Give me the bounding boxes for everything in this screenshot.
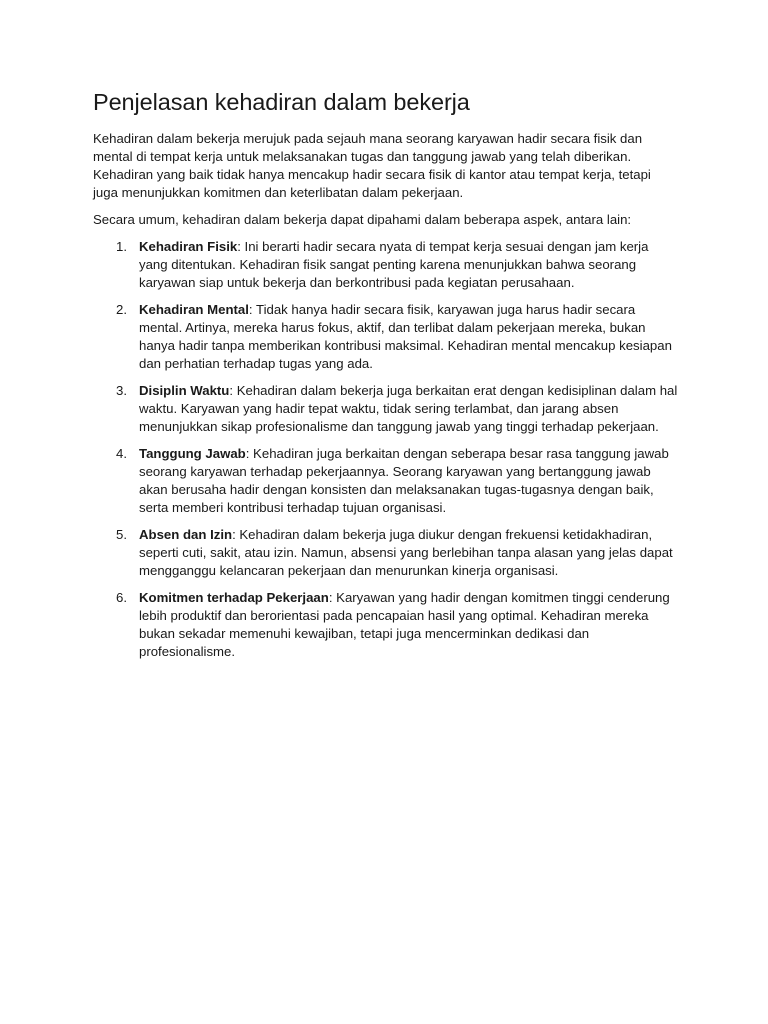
list-item-text: : Ini berarti hadir secara nyata di tempat kerja sesuai dengan jam kerja yang ditentukan. Kehadiran fisik sangat penting karena menunjukkan bahwa seorang karyawan siap untuk bekerja dan berkontribusi pada kegiatan perusahaan. [139, 239, 649, 290]
list-item-term: Absen dan Izin [139, 527, 233, 542]
list-item-text: : Kehadiran juga berkaitan dengan seberapa besar rasa tanggung jawab seorang karyawan terhadap pekerjaannya. Seorang karyawan yang bertanggung jawab akan berusaha hadir dengan konsisten dan melaksanakan tugas-tugasnya dengan baik, serta memberi kontribusi terhadap tujuan organisasi. [139, 446, 669, 515]
aspect-list [93, 238, 678, 661]
list-item-number: 2. [116, 302, 127, 317]
list-item-number: 6. [116, 590, 127, 605]
list-item-number: 5. [116, 527, 127, 542]
list-item-term: Komitmen terhadap Pekerjaan [139, 590, 329, 605]
list-item-term: Kehadiran Mental [139, 302, 249, 317]
list-item-text: : Kehadiran dalam bekerja juga diukur dengan frekuensi ketidakhadiran, seperti cuti, sakit, atau izin. Namun, absensi yang berlebihan tanpa alasan yang jelas dapat mengganggu kelancaran pekerjaan dan menurunkan kinerja organisasi. [139, 527, 673, 578]
list-item-number: 4. [116, 446, 127, 461]
lead-paragraph: Secara umum, kehadiran dalam bekerja dapat dipahami dalam beberapa aspek, antara lain: [93, 212, 632, 227]
document-page [93, 86, 678, 670]
list-item [93, 382, 678, 436]
list-item [93, 589, 678, 661]
list-item-text: : Tidak hanya hadir secara fisik, karyawan juga harus hadir secara mental. Artinya, mereka harus fokus, aktif, dan terlibat dalam pekerjaan mereka, bukan hanya hadir tanpa memberikan kontribusi maksimal. Kehadiran mental mencakup kesiapan dan perhatian terhadap tugas yang ada. [139, 302, 672, 371]
list-item-text: : Kehadiran dalam bekerja juga berkaitan erat dengan kedisiplinan dalam hal waktu. Karyawan yang hadir tepat waktu, tidak sering terlambat, dan jarang absen menunjukkan sikap profesionalisme dan tanggung jawab yang tinggi terhadap pekerjaan. [139, 383, 678, 434]
intro-paragraph: Kehadiran dalam bekerja merujuk pada sejauh mana seorang karyawan hadir secara fisik dan mental di tempat kerja untuk melaksanakan tugas dan tanggung jawab yang telah diberikan. Kehadiran yang baik tidak hanya mencakup hadir secara fisik di kantor atau tempat kerja, tetapi juga menunjukkan komitmen dan keterlibatan dalam pekerjaan. [93, 131, 651, 200]
list-item-term: Disiplin Waktu [139, 383, 230, 398]
list-item-number: 3. [116, 383, 127, 398]
list-item [93, 526, 678, 580]
list-item-text: : Karyawan yang hadir dengan komitmen tinggi cenderung lebih produktif dan berorientasi pada pencapaian hasil yang optimal. Kehadiran mereka bukan sekadar memenuhi kewajiban, tetapi juga mencerminkan dedikasi dan profesionalisme. [139, 590, 670, 659]
list-item [93, 238, 678, 292]
document-title: Penjelasan kehadiran dalam bekerja [93, 89, 470, 115]
list-item [93, 301, 678, 373]
list-item [93, 445, 678, 517]
list-item-number: 1. [116, 239, 127, 254]
list-item-term: Tanggung Jawab [139, 446, 246, 461]
list-item-term: Kehadiran Fisik [139, 239, 238, 254]
